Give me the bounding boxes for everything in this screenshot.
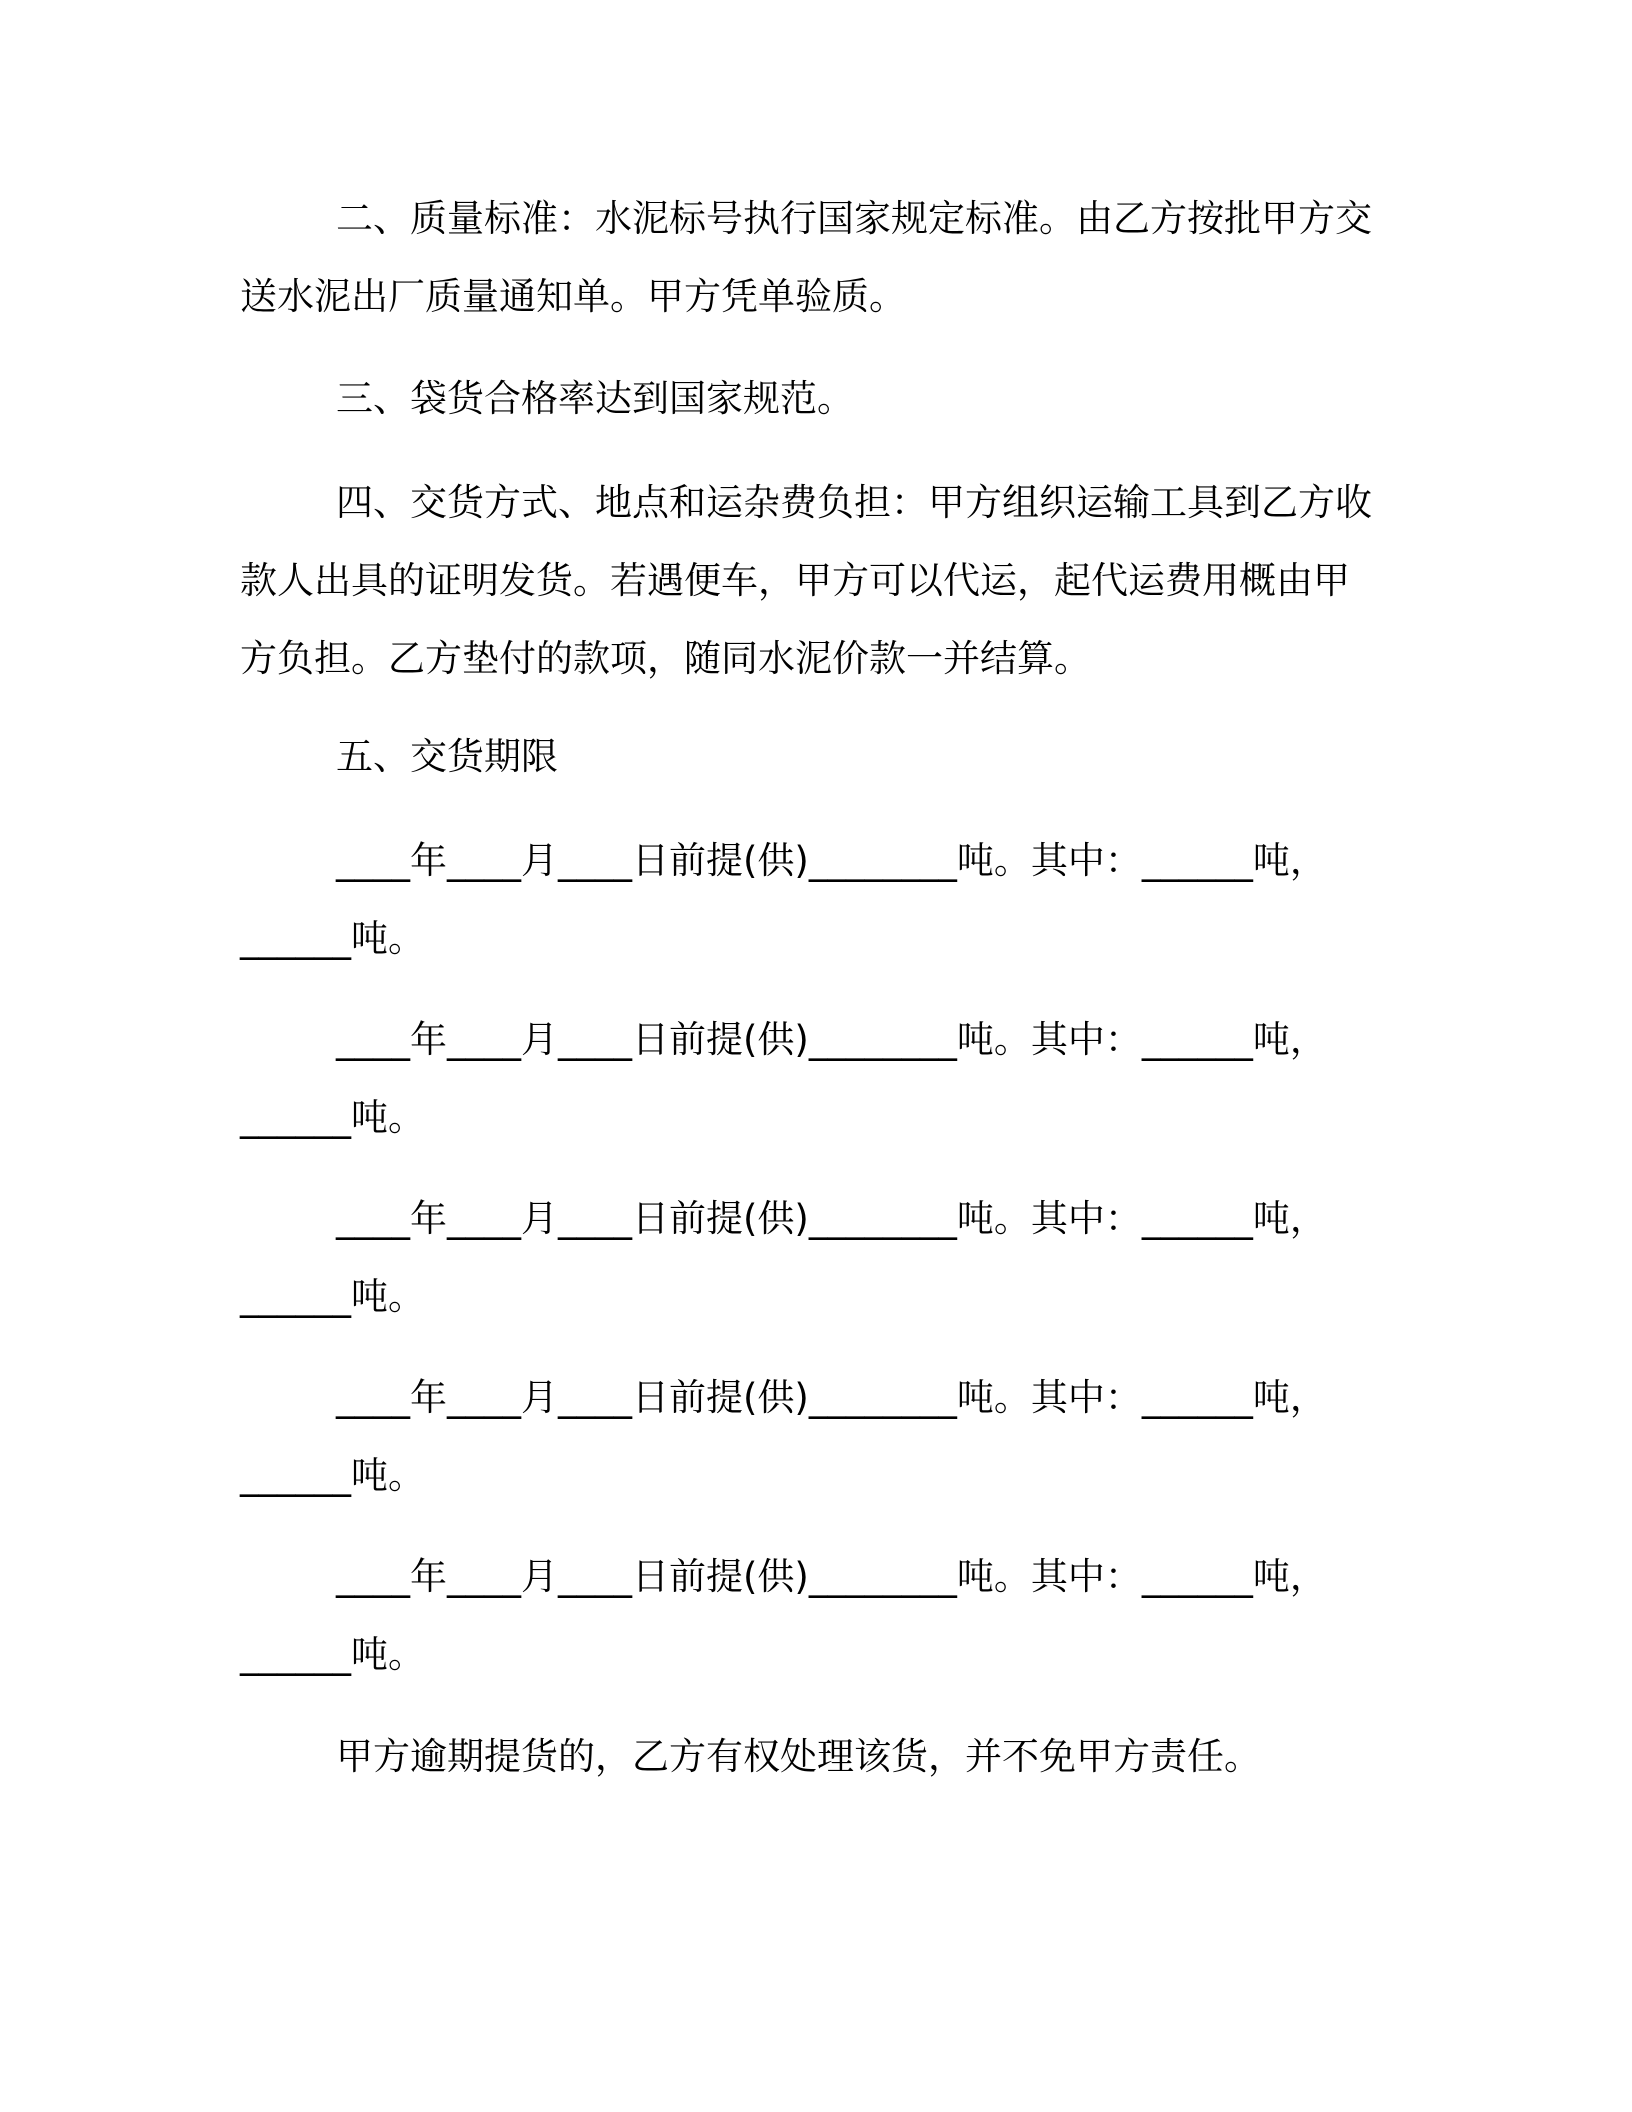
delivery-row bbox=[240, 1001, 1380, 1157]
section-2-line-2: 送水泥出厂质量通知单。甲方凭单验质。 bbox=[240, 275, 906, 318]
delivery-row bbox=[240, 1359, 1380, 1515]
section-4-line-1: 四、交货方式、地点和运杂费负担：甲方组织运输工具到乙方收 bbox=[336, 481, 1372, 524]
section-2-line-1: 二、质量标准：水泥标号执行国家规定标准。由乙方按批甲方交 bbox=[336, 197, 1372, 240]
delivery-row-line-2: ______吨。 bbox=[240, 1633, 425, 1676]
closing-paragraph bbox=[240, 1718, 1380, 1796]
section-4-paragraph bbox=[240, 464, 1380, 698]
delivery-row bbox=[240, 1180, 1380, 1336]
section-5-title-text: 五、交货期限 bbox=[336, 735, 558, 778]
delivery-row-line-2: ______吨。 bbox=[240, 1096, 425, 1139]
delivery-row bbox=[240, 1538, 1380, 1694]
delivery-row-line-2: ______吨。 bbox=[240, 1275, 425, 1318]
section-4-line-2: 款人出具的证明发货。若遇便车，甲方可以代运，起代运费用概由甲 bbox=[240, 559, 1350, 602]
delivery-row-line-2: ______吨。 bbox=[240, 1454, 425, 1497]
section-4-line-3: 方负担。乙方垫付的款项，随同水泥价款一并结算。 bbox=[240, 637, 1091, 680]
delivery-row-line-1: ____年____月____日前提(供)________吨。其中：______吨， bbox=[336, 839, 1327, 882]
delivery-row-line-1: ____年____月____日前提(供)________吨。其中：______吨， bbox=[336, 1018, 1327, 1061]
section-2-paragraph bbox=[240, 180, 1380, 336]
delivery-row-line-1: ____年____月____日前提(供)________吨。其中：______吨， bbox=[336, 1197, 1327, 1240]
section-5-title bbox=[240, 718, 1380, 796]
delivery-row bbox=[240, 822, 1380, 978]
section-3-line: 三、袋货合格率达到国家规范。 bbox=[336, 377, 854, 420]
closing-line: 甲方逾期提货的，乙方有权处理该货，并不免甲方责任。 bbox=[336, 1735, 1261, 1778]
section-3-paragraph bbox=[240, 360, 1380, 438]
delivery-row-line-1: ____年____月____日前提(供)________吨。其中：______吨， bbox=[336, 1376, 1327, 1419]
delivery-row-line-2: ______吨。 bbox=[240, 917, 425, 960]
delivery-row-line-1: ____年____月____日前提(供)________吨。其中：______吨， bbox=[336, 1555, 1327, 1598]
